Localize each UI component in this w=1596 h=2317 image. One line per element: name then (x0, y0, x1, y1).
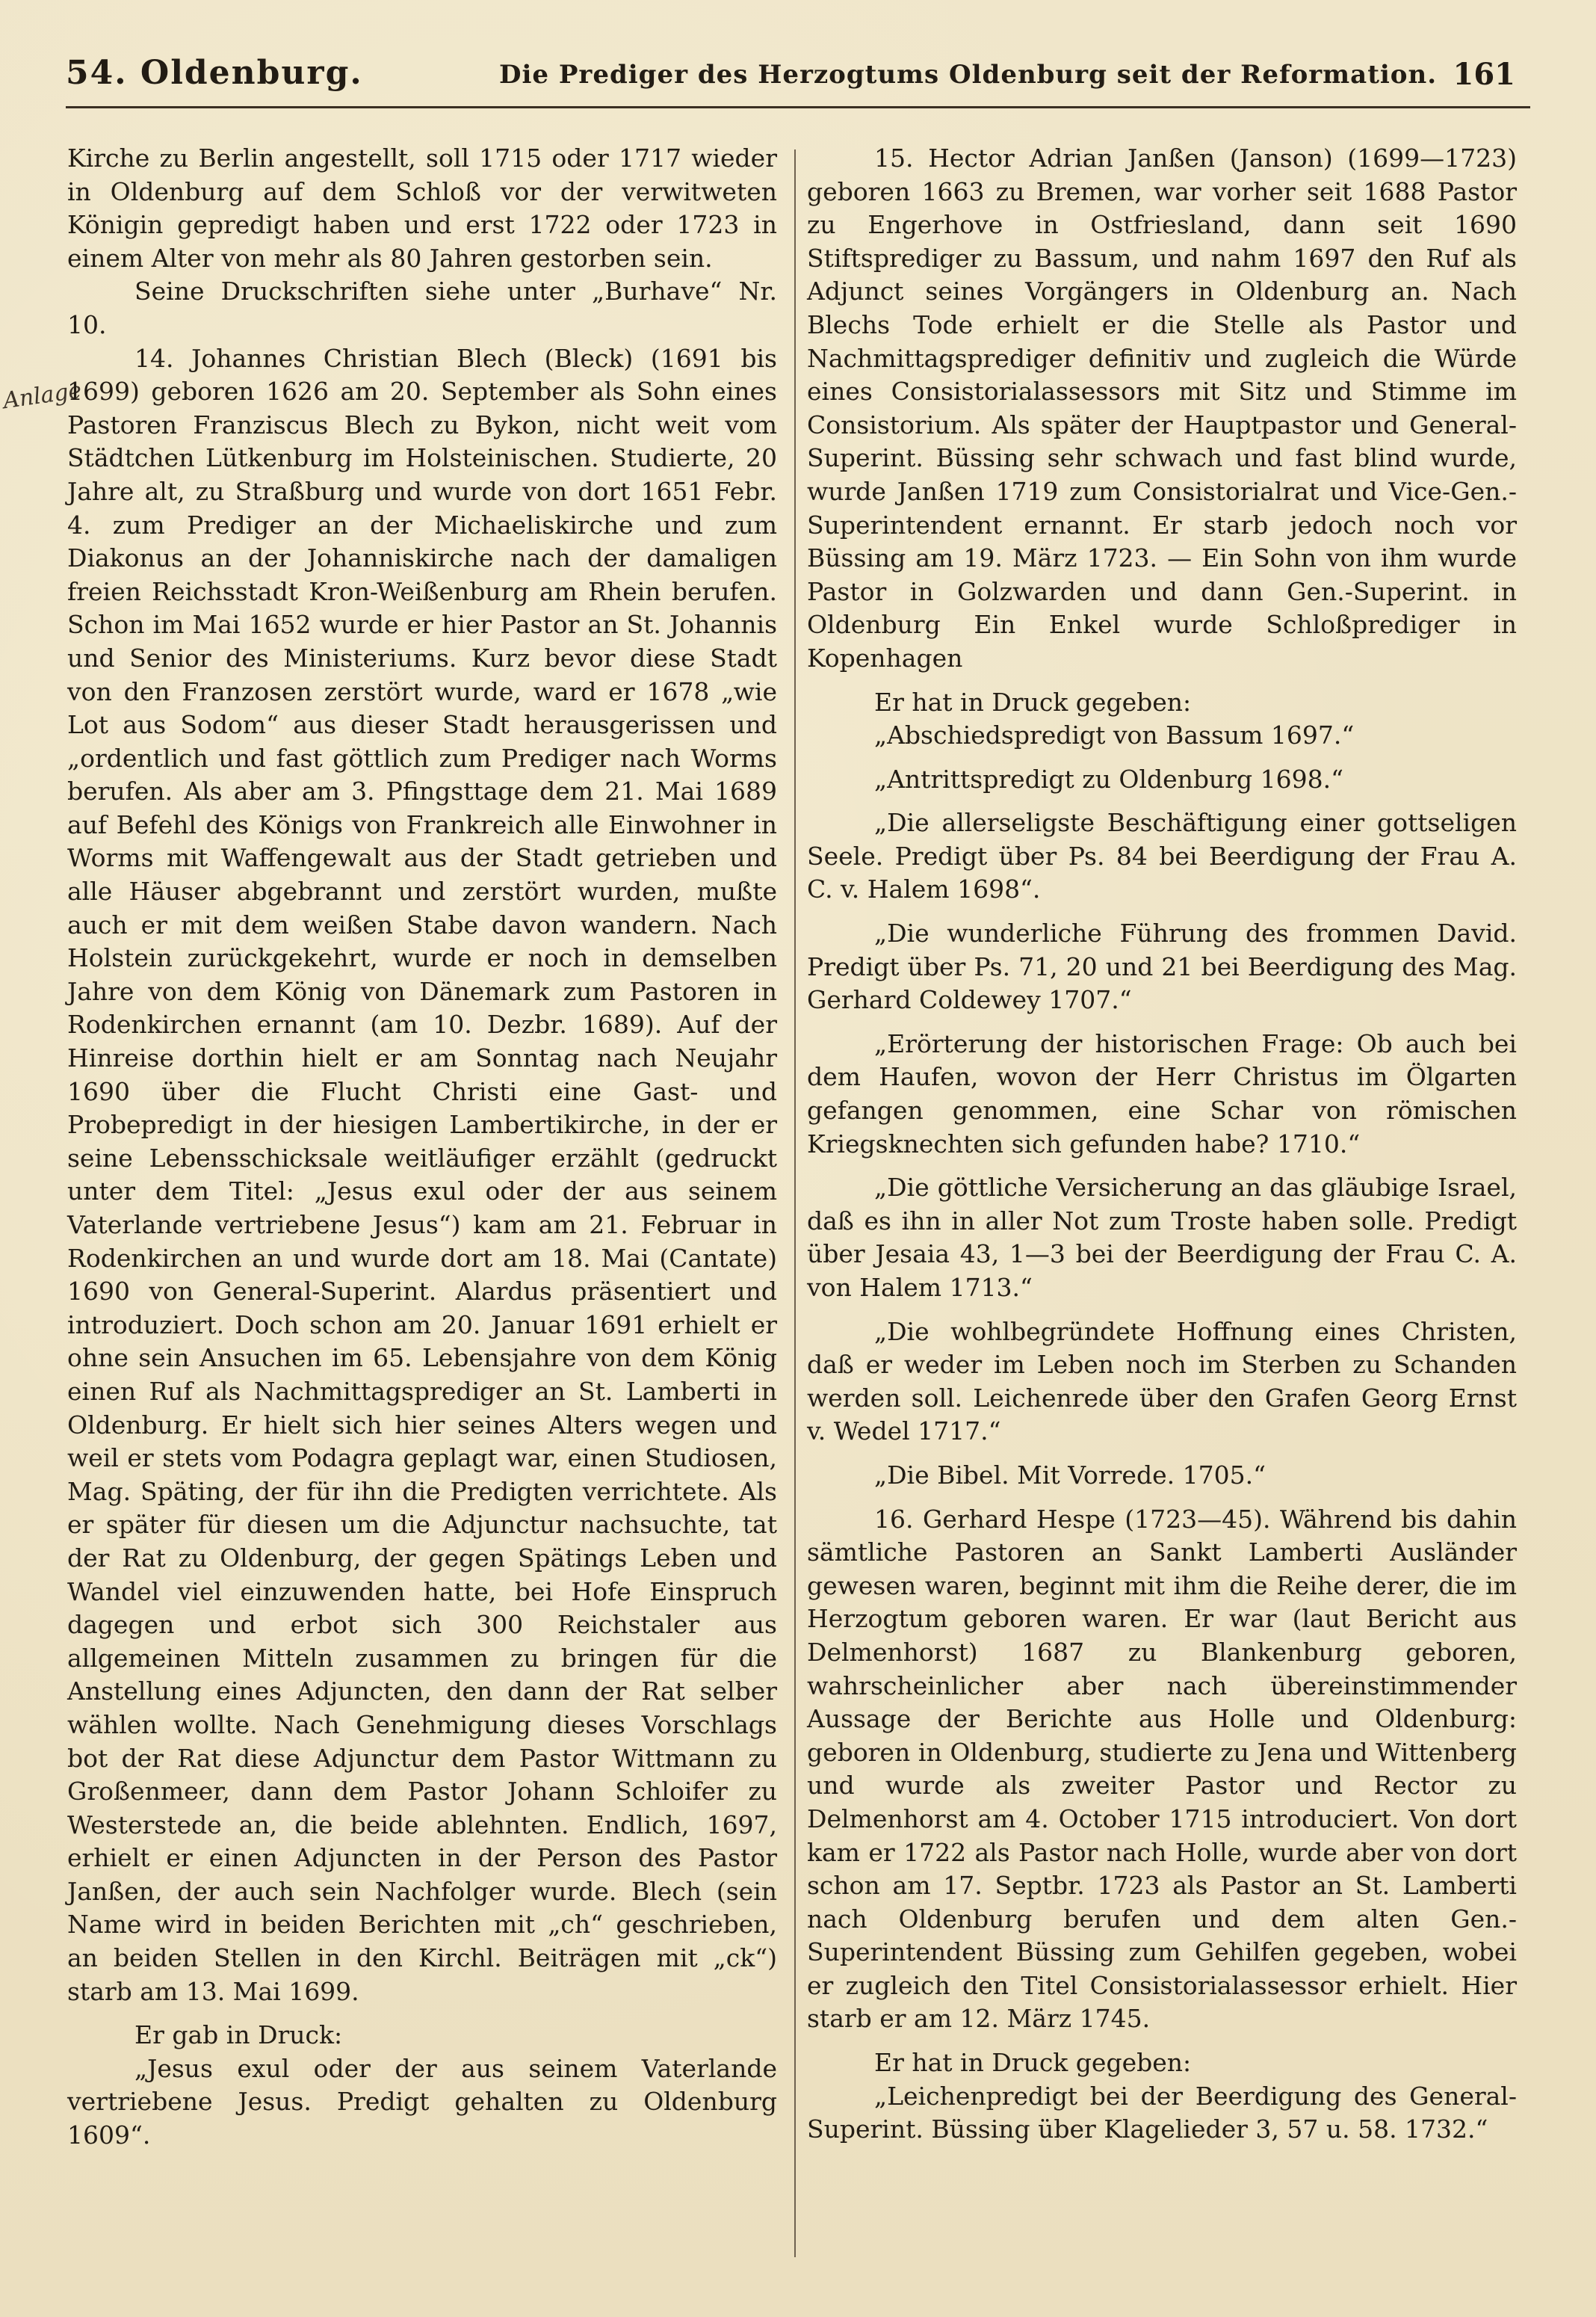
publication-item: „Abschiedspredigt von Bassum 1697.“ (874, 721, 1355, 750)
entry-14-blech: 14. Johannes Christian Blech (Bleck) (1691 bis 1699) geboren 1626 am 20. September als Sohn eines Pastoren Franziscus Blech zu Bykon, nicht weit vom Städtchen Lütkenburg im Holsteinischen. Studierte, 20 Jahre alt, zu Straßburg und wurde von dort 1651 Febr. 4. zum Prediger an der Michaeliskirche und zum Diakonus an der Johanniskirche nach der damaligen freien Reichsstadt Kron-Weißenburg am Rhein berufen. Schon im Mai 1652 wurde er hier Pastor an St. Johannis und Senior des Ministeriums. Kurz bevor diese Stadt von den Franzosen zerstört wurde, ward er 1678 „wie Lot aus Sodom“ aus dieser Stadt herausgerissen und „ordentlich und fast göttlich zum Prediger nach Worms berufen. Als aber am 3. Pfingsttage dem 21. Mai 1689 auf Befehl des Königs von Frankreich alle Einwohner in Worms mit Waffengewalt aus der Stadt getrieben und alle Häuser abgebrannt und zerstört wurden, mußte auch er mit dem weißen Stabe davon wandern. Nach Holstein zurückgekehrt, wurde er noch in demselben Jahre von dem König von Dänemark zum Pastoren in Rodenkirchen ernannt (am 10. Dezbr. 1689). Auf der Hinreise dorthin hielt er am Sonntag nach Neujahr 1690 über die Flucht Christi eine Gast- und Probepredigt in der hiesigen Lambertikirche, in der er seine Lebensschicksale weitläufiger erzählt (gedruckt unter dem Titel: „Jesus exul oder der aus seinem Vaterlande vertriebene Jesus“) kam am 21. Februar in Rodenkirchen an und wurde dort am 18. Mai (Cantate) 1690 von General-Superint. Alardus präsentiert und introduziert. Doch schon am 20. Januar 1691 erhielt er ohne sein Ansuchen im 65. Lebensjahre von dem König einen Ruf als Nachmittagsprediger an St. Lamberti in Oldenburg. Er hielt sich hier seines Alters wegen und weil er stets vom Podagra geplagt war, einen Studiosen, Mag. Späting, der für ihn die Predigten verrichtete. Als er später für diesen um die Adjunctur nachsuchte, tat der Rat zu Oldenburg, der gegen Spätings Leben und Wandel viel einzuwenden hatte, bei Hofe Einspruch dagegen und erbot sich 300 Reichstaler aus allgemeinen Mitteln zusammen zu bringen für die Anstellung eines Adjuncten, den dann der Rat selber wählen wollte. Nach Genehmigung dieses Vorschlags bot der Rat diese Adjunctur dem Pastor Wittmann zu Großenmeer, dann dem Pastor Johann Schloifer zu Westerstede an, die beide ablehnten. Endlich, 1697, erhielt er einen Adjuncten in der Person des Pastor Janßen, der auch sein Nachfolger wurde. Blech (sein Name wird in beiden Berichten mit „ch“ geschrieben, an beiden Stellen in den Kirchl. Beiträgen mit „ck“) starb am 13. Mai 1699. (67, 343, 777, 2006)
publication-item: „Erörterung der historischen Frage: Ob auch bei dem Haufen, wovon der Herr Christus im Ölgarten gefangen genommen, eine Schar von römischen Kriegsknechten sich gefunden habe? 1710.“ (807, 1028, 1517, 1158)
publication-item: „Die göttliche Versicherung an das gläubige Israel, daß es ihn in aller Not zum Troste haben solle. Predigt über Jesaia 43, 1—3 bei der Beerdigung der Frau C. A. von Halem 1713.“ (807, 1173, 1517, 1302)
publication-item: „Antrittspredigt zu Oldenburg 1698.“ (874, 764, 1343, 794)
publication-item: „Die allerseligste Beschäftigung einer gottseligen Seele. Predigt über Ps. 84 bei Beerdigung der Frau A. C. v. Halem 1698“. (807, 808, 1517, 904)
print-heading: Er hat in Druck gegeben: (874, 2048, 1192, 2078)
paragraph: Kirche zu Berlin angestellt, soll 1715 oder 1717 wieder in Oldenburg auf dem Schloß vor der verwitweten Königin gepredigt haben und erst 1722 oder 1723 in einem Alter von mehr als 80 Jahren gestorben sein. (67, 144, 777, 273)
print-heading: Er gab in Druck: (134, 2020, 343, 2050)
publication-item: „Leichenpredigt bei der Beerdigung des General-Superint. Büssing über Klagelieder 3, 57 u. 58. 1732.“ (807, 2081, 1517, 2144)
publication-item: „Die wunderliche Führung des frommen David. Predigt über Ps. 71, 20 und 21 bei Beerdigung des Mag. Gerhard Coldewey 1707.“ (807, 919, 1517, 1015)
publication-item: „Jesus exul oder der aus seinem Vaterlande vertriebene Jesus. Predigt gehalten zu Oldenburg 1609“. (67, 2053, 777, 2150)
running-header (66, 54, 1530, 99)
publication-item: „Die wohlbegründete Hoffnung eines Christen, daß er weder im Leben noch im Sterben zu Schanden werden soll. Leichenrede über den Grafen Georg Ernst v. Wedel 1717.“ (807, 1316, 1517, 1446)
page-number: 161 (1453, 57, 1515, 92)
section-title: 54. Oldenburg. (66, 54, 363, 92)
running-title: Die Prediger des Herzogtums Oldenburg seit der Reformation. (499, 60, 1438, 90)
print-heading: Er hat in Druck gegeben: (874, 687, 1192, 717)
column-divider (794, 149, 796, 2257)
entry-16-hespe: 16. Gerhard Hespe (1723—45). Während bis dahin sämtliche Pastoren an Sankt Lamberti Ausländer gewesen waren, beginnt mit ihm die Reihe derer, die im Herzogtum geboren waren. Er war (laut Bericht aus Delmenhorst) 1687 zu Blankenburg geboren, wahrscheinlicher aber nach übereinstimmender Aussage der Berichte aus Holle und Oldenburg: geboren in Oldenburg, studierte zu Jena und Wittenberg und wurde als zweiter Pastor und Rector zu Delmenhorst am 4. October 1715 introduciert. Von dort kam er 1722 als Pastor nach Holle, wurde aber von dort schon am 17. Septbr. 1723 als Pastor an St. Lamberti nach Oldenburg berufen und dem alten Gen.-Superintendent Büssing zum Gehilfen gegeben, wobei er zugleich den Titel Consistorialassessor erhielt. Hier starb er am 12. März 1745. (807, 1504, 1517, 2034)
paragraph: Seine Druckschriften siehe unter „Burhave“ Nr. 10. (67, 277, 777, 339)
left-column (67, 142, 777, 2153)
right-column (807, 142, 1517, 2147)
header-rule (66, 106, 1530, 108)
handwritten-margin-note: Anlage (1, 377, 84, 415)
entry-15-janssen: 15. Hector Adrian Janßen (Janson) (1699—1723) geboren 1663 zu Bremen, war vorher seit 1688 Pastor zu Engerhove in Ostfriesland, dann seit 1690 Stiftsprediger zu Bassum, und nahm 1697 den Ruf als Adjunct seines Vorgängers in Oldenburg an. Nach Blechs Tode erhielt er die Stelle als Pastor und Nachmittagsprediger definitiv und zugleich die Würde eines Consistorialassessors mit Sitz und Stimme im Consistorium. Als später der Hauptpastor und General-Superint. Büssing sehr schwach und fast blind wurde, wurde Janßen 1719 zum Consistorialrat und Vice-Gen.-Superintendent ernannt. Er starb jedoch noch vor Büssing am 19. März 1723. — Ein Sohn von ihm wurde Pastor in Golzwarden und dann Gen.-Superint. in Oldenburg Ein Enkel wurde Schloßprediger in Kopenhagen (807, 144, 1517, 673)
publication-item: „Die Bibel. Mit Vorrede. 1705.“ (874, 1460, 1266, 1490)
